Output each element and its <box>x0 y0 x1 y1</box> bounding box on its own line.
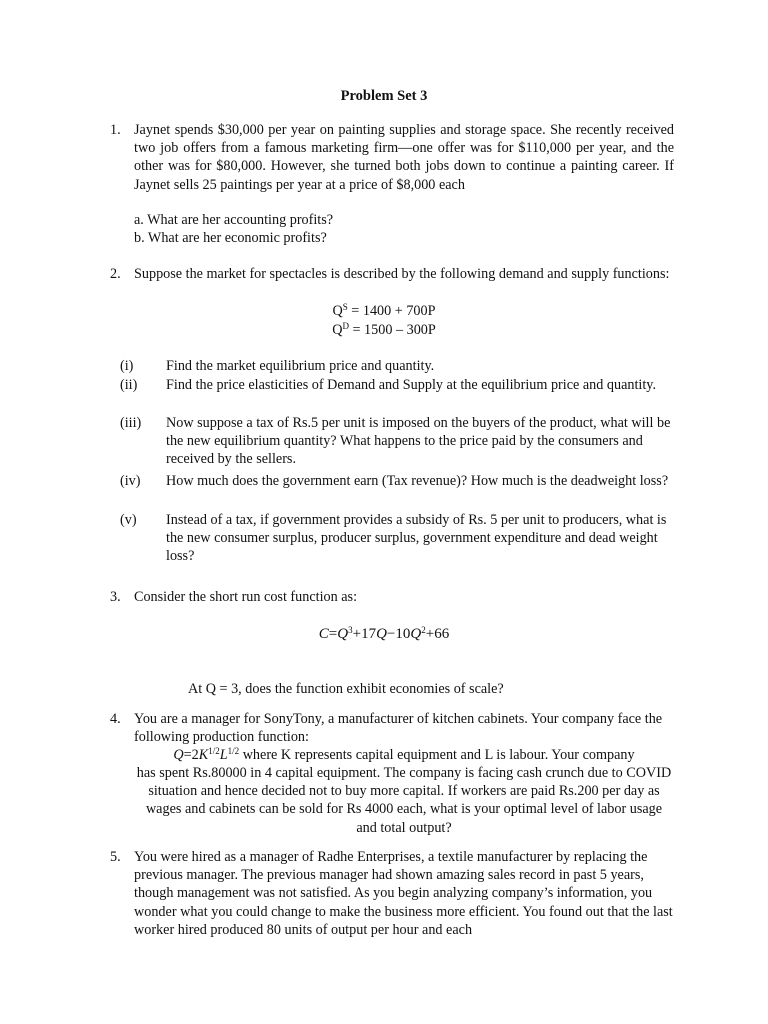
subpart-text: Now suppose a tax of Rs.5 per unit is imposed on the buyers of the product, what will be the new equilibrium quantity? What happens to the price paid by the consumers and received by the sellers. <box>166 415 671 468</box>
subpart-label: (iii) <box>120 415 142 431</box>
question-1-part-b: b. What are her economic profits? <box>134 230 327 246</box>
subpart-label: (i) <box>120 358 134 374</box>
subpart-label: (ii) <box>120 377 138 393</box>
subpart-text: How much does the government earn (Tax revenue)? How much is the deadweight loss? <box>166 473 669 489</box>
question-5-text: You were hired as a manager of Radhe Enterprises, a textile manufacturer by replacing the previous manager. The previous manager had shown amazing sales record in past 5 years, though management was not satisfied. As you begin analyzing company’s information, you wonder what you could change to make the business more efficient. You found out that the last worker hired produced 80 units of output per hour and each <box>134 849 673 938</box>
question-3-number: 3. <box>110 589 121 605</box>
question-4-intro: You are a manager for SonyTony, a manufacturer of kitchen cabinets. Your company face the following production function: <box>134 711 663 746</box>
question-3-text: Consider the short run cost function as: <box>134 589 358 605</box>
question-1-part-a: a. What are her accounting profits? <box>134 212 334 228</box>
subpart-text: Find the market equilibrium price and quantity. <box>166 358 435 374</box>
subpart-text: Find the price elasticities of Demand and Supply at the equilibrium price and quantity. <box>166 377 657 393</box>
question-1-text: Jaynet spends $30,000 per year on painting supplies and storage space. She recently received two job offers from a famous marketing firm—one offer was for $110,000 per year, and the other was for $80,000. However, she turned both jobs down to continue a painting career. If Jaynet sells 25 paintings per year at a price of $8,000 each <box>134 122 674 193</box>
subpart-text: Instead of a tax, if government provides a subsidy of Rs. 5 per unit to producers, what is the new consumer surplus, producer surplus, government expenditure and dead weight loss? <box>166 512 667 565</box>
page-title: Problem Set 3 <box>340 88 428 104</box>
question-4-number: 4. <box>110 711 121 727</box>
cost-function-equation: $C=Q^3+17Q-10Q^2+66$ <box>318 625 450 642</box>
supply-equation: $Q^S = 1400 + 700P$ <box>332 302 436 319</box>
demand-equation: $Q^D = 1500 - 300P$ <box>332 321 436 338</box>
subpart-label: (v) <box>120 512 137 528</box>
question-3-question: At Q = 3, does the function exhibit economies of scale? <box>188 681 504 697</box>
question-1-number: 1. <box>110 122 121 138</box>
subpart-label: (iv) <box>120 473 141 489</box>
question-5-number: 5. <box>110 849 121 865</box>
question-4-text: has spent Rs.80000 in 4 capital equipment. The company is facing cash crunch due to COVID situation and hence decided not to buy more capital. If workers are paid Rs.200 per day as wages and cabinets can be sold for Rs 4000 each, what is your optimal level of labor usage and total output? <box>136 765 672 836</box>
question-2-number: 2. <box>110 266 121 282</box>
question-2-text: Suppose the market for spectacles is described by the following demand and supply functions: <box>134 266 670 282</box>
production-function-line: $Q=2K^{1/2}L^{1/2}$ where K represents capital equipment and L is labour. Your company <box>173 746 635 763</box>
